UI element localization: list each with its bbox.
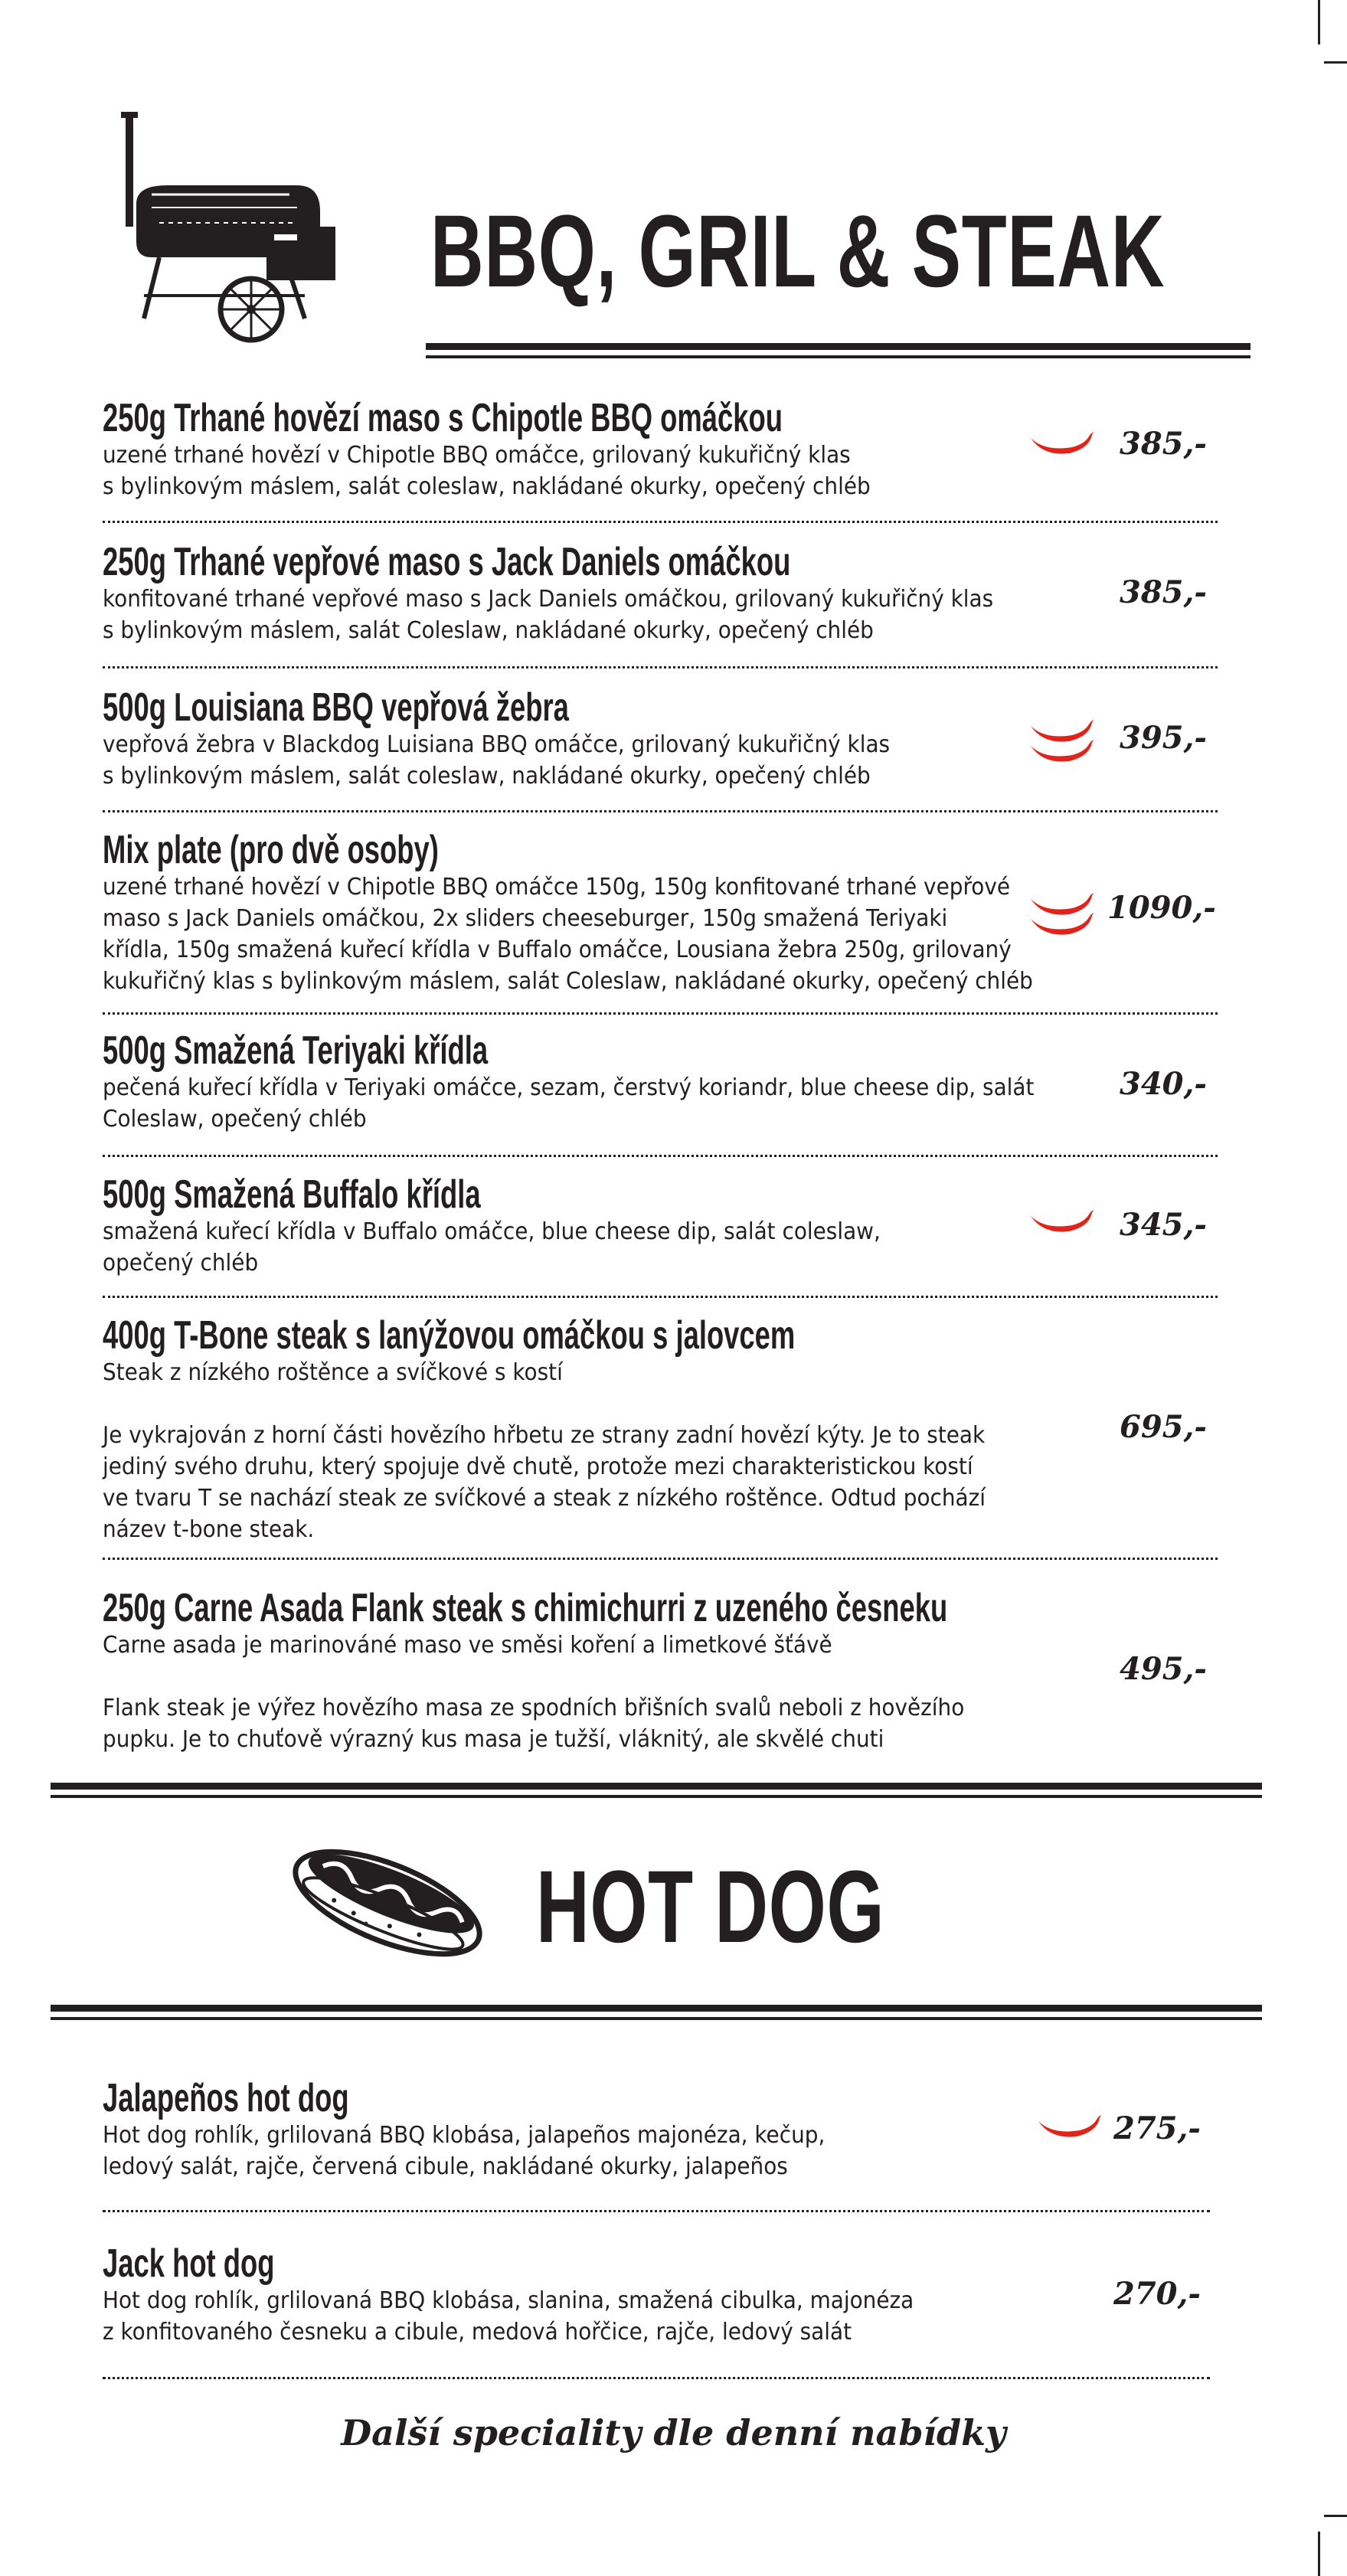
dotted-separator	[103, 666, 1218, 669]
section-divider	[51, 2005, 1262, 2020]
item-name: 500g Smažená Buffalo křídla	[103, 1172, 481, 1217]
item-description: Steak z nízkého roštěnce a svíčkové s kostí Je vykrajován z horní části hovězího hřbetu ze strany zadní hovězí kýty. Je to steak jediný svého druhu, který spojuje dvě chutě, protože mezi charakteristickou kostí ve tvaru T se nachází steak ze svíčkové a steak z nízkého roštěnce. Odtud pochází název t-bone steak.	[103, 1359, 986, 1543]
crop-mark	[1324, 61, 1347, 64]
item-price: 385,-	[1120, 574, 1208, 610]
menu-item	[103, 1314, 1213, 1545]
chili-pepper-icon	[1029, 429, 1094, 459]
item-price: 275,-	[1113, 2110, 1202, 2146]
dotted-separator	[103, 2210, 1210, 2212]
item-price: 495,-	[1120, 1651, 1208, 1687]
dotted-separator	[103, 2377, 1210, 2379]
item-price: 270,-	[1113, 2276, 1202, 2312]
item-name: 250g Carne Asada Flank steak s chimichurri z uzeného česneku	[103, 1586, 948, 1630]
item-name: Mix plate (pro dvě osoby)	[103, 828, 439, 872]
crop-mark	[1324, 2515, 1347, 2517]
dotted-separator	[103, 1155, 1218, 1157]
item-name: Jack hot dog	[103, 2241, 275, 2286]
dotted-separator	[103, 1012, 1218, 1015]
item-price: 345,-	[1120, 1207, 1208, 1243]
section-divider	[426, 343, 1251, 358]
item-price: 395,-	[1120, 720, 1208, 756]
item-description: Hot dog rohlík, grlilovaná BBQ klobása, slanina, smažená cibulka, majonéza z konfitovaného česneku a cibule, medová hořčice, rajče, ledový salát	[103, 2287, 914, 2346]
item-name: 500g Louisiana BBQ vepřová žebra	[103, 685, 569, 730]
item-name: 400g T-Bone steak s lanýžovou omáčkou s jalovcem	[103, 1313, 796, 1358]
chili-pepper-icon	[1029, 1207, 1094, 1237]
dotted-separator	[103, 810, 1218, 812]
item-price: 385,-	[1120, 426, 1208, 462]
item-description: uzené trhané hovězí v Chipotle BBQ omáčce, grilovaný kukuřičný klas s bylinkovým máslem, salát coleslaw, nakládané okurky, opečený chléb	[103, 442, 871, 500]
item-description: smažená kuřecí křídla v Buffalo omáčce, blue cheese dip, salát coleslaw, opečený chléb	[103, 1218, 881, 1277]
item-name: 250g Trhané vepřové maso s Jack Daniels omáčkou	[103, 540, 791, 584]
chili-pepper-icon	[1037, 2112, 1101, 2143]
crop-mark	[1318, 2532, 1320, 2576]
item-description: konfitované trhané vepřové maso s Jack Daniels omáčkou, grilovaný kukuřičný klas s bylinkovým máslem, salát Coleslaw, nakládané okurky, opečený chléb	[103, 586, 994, 644]
section-title-bbq: BBQ, GRIL & STEAK	[430, 195, 1166, 309]
item-price: 340,-	[1120, 1066, 1208, 1102]
chili-pepper-icon	[1029, 737, 1094, 767]
item-description: pečená kuřecí křídla v Teriyaki omáčce, sezam, čerstvý koriandr, blue cheese dip, salát Coleslaw, opečený chléb	[103, 1074, 1035, 1133]
menu-item	[103, 1029, 1213, 1135]
item-price: 1090,-	[1107, 890, 1216, 926]
chili-pepper-icon	[1029, 910, 1094, 940]
section-title-hotdog: HOT DOG	[536, 1850, 885, 1964]
item-price: 695,-	[1120, 1409, 1208, 1445]
item-name: 500g Smažená Teriyaki křídla	[103, 1028, 489, 1073]
footer-note: Další speciality dle denní nabídky	[341, 2412, 1006, 2453]
dotted-separator	[103, 1296, 1218, 1298]
item-name: 250g Trhané hovězí maso s Chipotle BBQ omáčkou	[103, 396, 783, 440]
menu-item	[103, 1587, 1213, 1755]
item-name: Jalapeños hot dog	[103, 2076, 349, 2120]
item-description: Hot dog rohlík, grlilovaná BBQ klobása, jalapeños majonéza, kečup, ledový salát, rajče, červená cibule, nakládané okurky, jalapeños	[103, 2122, 826, 2180]
item-description: Carne asada je marinováné maso ve směsi koření a limetkové šťávě Flank steak je výřez hovězího masa ze spodních břišních svalů neboli z hovězího pupku. Je to chuťově výrazný kus masa je tužší, vláknitý, ale skvělé chuti	[103, 1632, 965, 1753]
item-description: uzené trhané hovězí v Chipotle BBQ omáčce 150g, 150g konfitované trhané vepřové maso s Jack Daniels omáčkou, 2x sliders cheeseburger, 150g smažená Teriyaki křídla, 150g smažená kuřecí křídla v Buffalo omáčce, Lousiana žebra 250g, grilovaný kukuřičný klas s bylinkovým máslem, salát Coleslaw, nakládané okurky, opečený chléb	[103, 874, 1033, 995]
section-divider	[51, 1783, 1262, 1798]
bbq-smoker-illustration	[113, 112, 348, 346]
hot-dog-illustration	[283, 1822, 492, 1983]
crop-mark	[1318, 0, 1320, 44]
dotted-separator	[103, 521, 1218, 523]
item-description: vepřová žebra v Blackdog Luisiana BBQ omáčce, grilovaný kukuřičný klas s bylinkovým máslem, salát coleslaw, nakládané okurky, opečený chléb	[103, 731, 891, 789]
menu-item	[103, 541, 1213, 646]
dotted-separator	[103, 1558, 1218, 1560]
menu-item	[103, 2242, 1213, 2348]
